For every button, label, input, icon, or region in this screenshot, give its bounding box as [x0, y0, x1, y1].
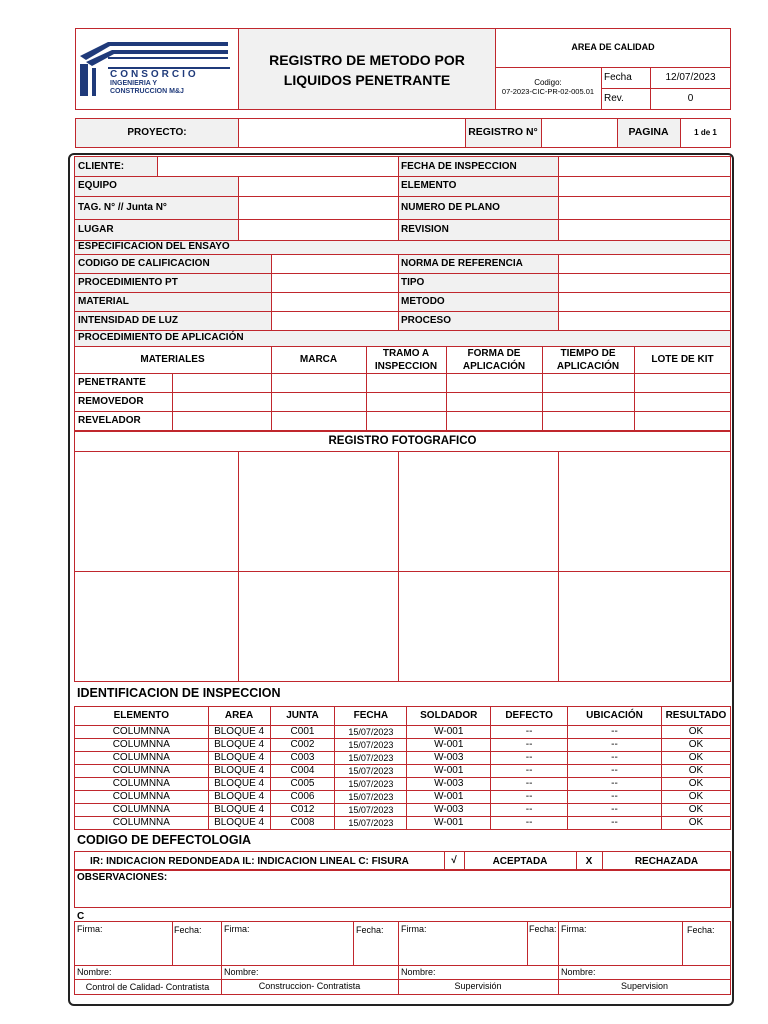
sig2-role: Construccion- Contratista	[258, 981, 361, 991]
sig4-role: Supervision	[620, 981, 669, 991]
sig4-firma: Firma:	[561, 924, 587, 934]
lugar-label: LUGAR	[78, 224, 114, 235]
materials-header-text: FORMA DE	[467, 348, 521, 359]
table-cell: C006	[270, 791, 335, 804]
pagina-value: 1 de 1	[694, 128, 717, 137]
revision-label: REVISION	[401, 224, 449, 235]
materials-header-cell	[634, 353, 731, 366]
materials-header-text: MARCA	[299, 354, 338, 365]
sig1-nombre: Nombre:	[77, 967, 112, 977]
table-cell: 15/07/2023	[335, 817, 407, 830]
intensidad-luz-label: INTENSIDAD DE LUZ	[78, 315, 178, 326]
table-row	[75, 752, 731, 765]
observaciones-label: OBSERVACIONES:	[77, 872, 168, 883]
inspection-header-cell: FECHA	[335, 707, 407, 726]
table-cell: --	[491, 726, 568, 739]
tag-label: TAG. N° // Junta N°	[78, 202, 167, 213]
table-cell: 15/07/2023	[335, 765, 407, 778]
sig4-nombre: Nombre:	[561, 967, 596, 977]
table-cell: W-003	[407, 778, 491, 791]
sig3-role: Supervisión	[454, 981, 502, 991]
revelador-label: REVELADOR	[78, 415, 141, 426]
c-label: C	[77, 911, 85, 922]
materials-header-cell	[542, 347, 634, 373]
metodo-label: METODO	[401, 296, 445, 307]
table-cell: BLOQUE 4	[208, 765, 270, 778]
table-cell: --	[491, 739, 568, 752]
rechazada-label: RECHAZADA	[634, 856, 699, 867]
logo-text-2: INGENIERIA Y	[110, 80, 158, 87]
table-row	[75, 726, 731, 739]
sig2-fecha: Fecha:	[356, 925, 384, 935]
materials-header-cell	[271, 353, 366, 366]
table-cell: BLOQUE 4	[208, 791, 270, 804]
sig2-nombre: Nombre:	[224, 967, 259, 977]
table-cell: 15/07/2023	[335, 726, 407, 739]
cliente-label: CLIENTE:	[78, 161, 125, 172]
table-cell: W-001	[407, 739, 491, 752]
table-cell: --	[568, 739, 662, 752]
observaciones-box	[74, 870, 731, 908]
table-cell: COLUMNNA	[75, 752, 209, 765]
especificacion-label: ESPECIFICACION DEL ENSAYO	[78, 241, 230, 252]
company-logo	[78, 34, 236, 104]
accepted-check: √	[451, 855, 457, 866]
table-cell: --	[568, 778, 662, 791]
title-line-1: REGISTRO DE METODO POR	[269, 52, 465, 68]
table-cell: W-003	[407, 804, 491, 817]
table-cell: OK	[661, 817, 730, 830]
table-cell: 15/07/2023	[335, 804, 407, 817]
table-cell: OK	[661, 778, 730, 791]
table-cell: C002	[270, 739, 335, 752]
aceptada-label: ACEPTADA	[492, 856, 548, 867]
table-cell: BLOQUE 4	[208, 726, 270, 739]
removedor-label: REMOVEDOR	[78, 396, 144, 407]
inspection-title: IDENTIFICACION DE INSPECCION	[77, 686, 281, 700]
sig1-role: Control de Calidad- Contratista	[85, 982, 210, 992]
table-cell: 15/07/2023	[335, 752, 407, 765]
registro-label: REGISTRO N°	[468, 126, 538, 138]
table-cell: OK	[661, 804, 730, 817]
table-row	[75, 765, 731, 778]
table-row	[75, 791, 731, 804]
table-cell: COLUMNNA	[75, 765, 209, 778]
materials-header-text: APLICACIÓN	[462, 361, 526, 372]
table-cell: COLUMNNA	[75, 726, 209, 739]
inspection-header-cell: AREA	[208, 707, 270, 726]
table-cell: C001	[270, 726, 335, 739]
fecha-label: Fecha	[604, 72, 632, 83]
table-cell: --	[568, 765, 662, 778]
table-cell: --	[491, 804, 568, 817]
tipo-label: TIPO	[401, 277, 425, 288]
procedimiento-pt-label: PROCEDIMIENTO PT	[78, 277, 178, 288]
proceso-label: PROCESO	[401, 315, 452, 326]
table-cell: W-001	[407, 765, 491, 778]
norma-referencia-label: NORMA DE REFERENCIA	[401, 258, 523, 269]
codigo-value: 07-2023-CIC-PR-02-005.01	[501, 87, 595, 96]
photo-section	[74, 431, 731, 682]
table-cell: W-001	[407, 726, 491, 739]
sig1-firma: Firma:	[77, 924, 103, 934]
table-cell: --	[568, 726, 662, 739]
codigo-label: Codigo:	[534, 78, 562, 87]
inspection-header-cell: RESULTADO	[661, 707, 730, 726]
table-cell: OK	[661, 791, 730, 804]
sig1-fecha: Fecha:	[174, 925, 202, 935]
table-cell: COLUMNNA	[75, 817, 209, 830]
table-cell: --	[491, 765, 568, 778]
table-cell: OK	[661, 765, 730, 778]
sig3-firma: Firma:	[401, 924, 427, 934]
elemento-label: ELEMENTO	[401, 180, 457, 191]
equipo-label: EQUIPO	[78, 180, 117, 191]
materials-header-text: MATERIALES	[140, 354, 205, 365]
table-cell: C004	[270, 765, 335, 778]
table-cell: C005	[270, 778, 335, 791]
table-cell: 15/07/2023	[335, 739, 407, 752]
inspection-header-cell: SOLDADOR	[407, 707, 491, 726]
materials-header-text: LOTE DE KIT	[651, 354, 714, 365]
defect-codes-title: CODIGO DE DEFECTOLOGIA	[77, 833, 252, 847]
table-row	[75, 817, 731, 830]
table-row	[75, 804, 731, 817]
photo-section-title: REGISTRO FOTOGRAFICO	[328, 435, 477, 447]
materials-header-cell	[446, 347, 542, 373]
fecha-inspeccion-label: FECHA DE INSPECCION	[401, 161, 517, 172]
codigo-calificacion-label: CODIGO DE CALIFICACION	[78, 258, 210, 269]
table-cell: W-001	[407, 791, 491, 804]
table-cell: BLOQUE 4	[208, 739, 270, 752]
table-cell: COLUMNNA	[75, 778, 209, 791]
title-line-2: LIQUIDOS PENETRANTE	[283, 72, 451, 88]
materials-header-text: APLICACIÓN	[556, 361, 620, 372]
table-cell: --	[491, 817, 568, 830]
table-cell: 15/07/2023	[335, 778, 407, 791]
rejected-mark: X	[585, 856, 593, 867]
rev-label: Rev.	[604, 93, 624, 104]
logo-text-3: CONSTRUCCION M&J	[110, 88, 184, 95]
rev-value: 0	[687, 93, 694, 104]
table-cell: BLOQUE 4	[208, 778, 270, 791]
table-cell: OK	[661, 726, 730, 739]
table-cell: BLOQUE 4	[208, 752, 270, 765]
table-row	[75, 739, 731, 752]
table-cell: BLOQUE 4	[208, 804, 270, 817]
inspection-header-cell: ELEMENTO	[75, 707, 209, 726]
sig4-fecha: Fecha:	[687, 925, 715, 935]
penetrante-label: PENETRANTE	[78, 377, 146, 388]
inspection-header-row	[75, 707, 731, 726]
inspection-header-cell: JUNTA	[270, 707, 335, 726]
materials-header-text: TIEMPO DE	[560, 348, 616, 359]
materials-header-text: INSPECCION	[374, 361, 438, 372]
table-cell: --	[491, 791, 568, 804]
materials-header-cell	[74, 353, 271, 366]
materials-header-text: TRAMO A	[382, 348, 430, 359]
table-cell: COLUMNNA	[75, 739, 209, 752]
table-cell: --	[568, 804, 662, 817]
table-cell: OK	[661, 739, 730, 752]
table-cell: 15/07/2023	[335, 791, 407, 804]
procedimiento-aplicacion-label: PROCEDIMIENTO DE APLICACIÓN	[78, 332, 244, 343]
proyecto-label: PROYECTO:	[127, 127, 187, 138]
material-label: MATERIAL	[78, 296, 129, 307]
document-title	[239, 50, 495, 90]
sig2-firma: Firma:	[224, 924, 250, 934]
table-cell: W-003	[407, 752, 491, 765]
table-cell: C012	[270, 804, 335, 817]
defect-legend: IR: INDICACION REDONDEADA IL: INDICACION LINEAL C: FISURA	[90, 856, 409, 867]
table-cell: C008	[270, 817, 335, 830]
fecha-value: 12/07/2023	[665, 72, 716, 83]
table-cell: --	[491, 778, 568, 791]
table-cell: --	[568, 817, 662, 830]
pagina-label: PAGINA	[628, 126, 669, 138]
table-cell: COLUMNNA	[75, 791, 209, 804]
table-cell: COLUMNNA	[75, 804, 209, 817]
numero-plano-label: NUMERO DE PLANO	[401, 202, 500, 213]
table-row	[75, 778, 731, 791]
inspection-header-cell: DEFECTO	[491, 707, 568, 726]
table-cell: --	[568, 791, 662, 804]
inspection-header-cell: UBICACIÓN	[568, 707, 662, 726]
table-cell: BLOQUE 4	[208, 817, 270, 830]
sig3-nombre: Nombre:	[401, 967, 436, 977]
inspection-table	[74, 706, 731, 830]
sig3-fecha: Fecha:	[529, 924, 557, 934]
table-cell: --	[491, 752, 568, 765]
table-cell: W-001	[407, 817, 491, 830]
table-cell: C003	[270, 752, 335, 765]
materials-header-cell	[366, 347, 446, 373]
area-label: AREA DE CALIDAD	[571, 42, 655, 52]
table-cell: OK	[661, 752, 730, 765]
logo-text-1: CONSORCIO	[110, 69, 199, 80]
table-cell: --	[568, 752, 662, 765]
